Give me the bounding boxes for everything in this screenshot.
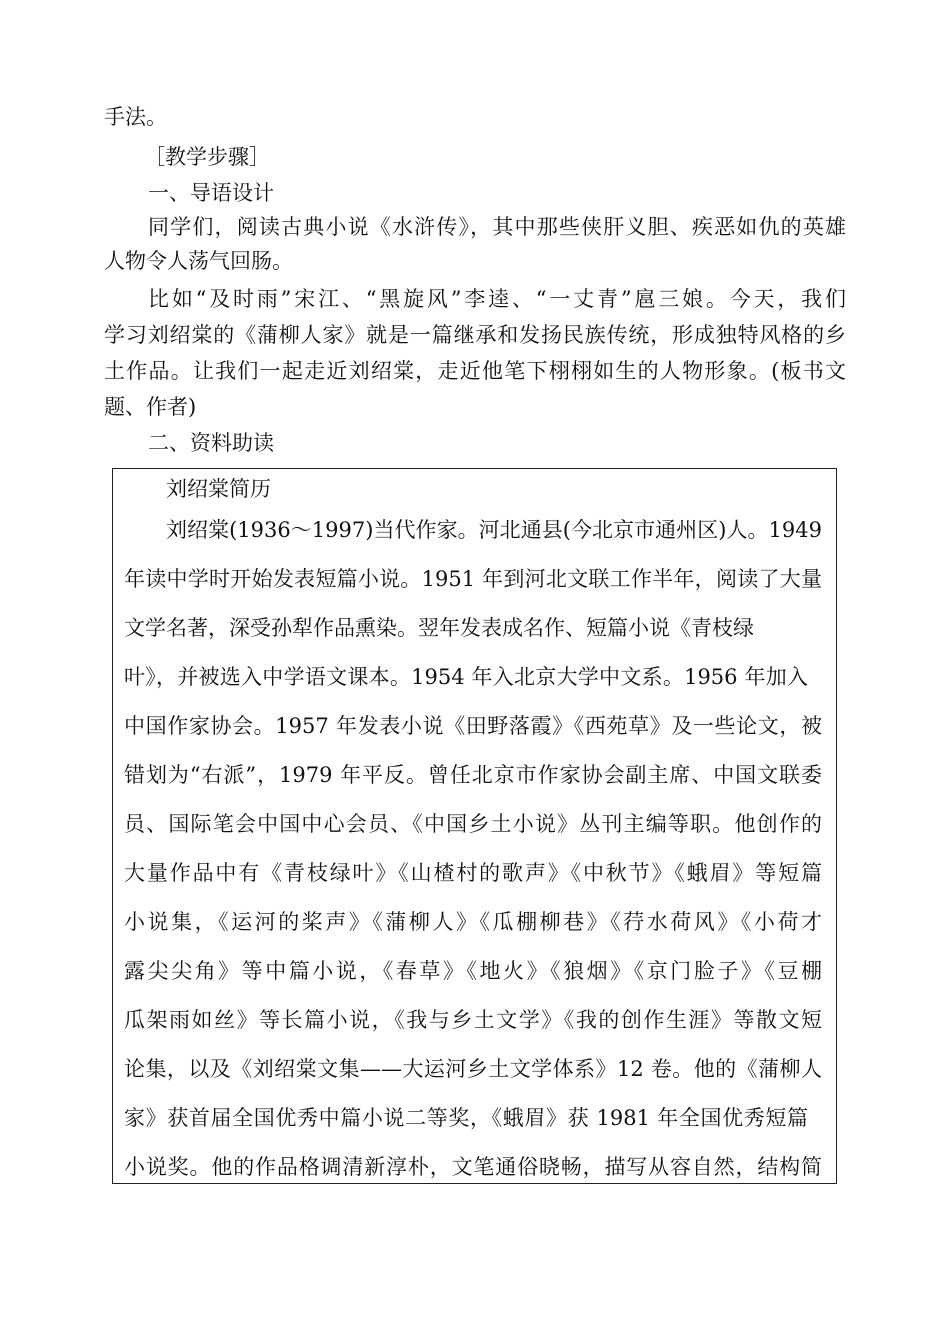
- biography-line: 中国作家协会。1957 年发表小说《田野落霞》《西苑草》及一些论文，被: [124, 714, 822, 738]
- biography-line: 大量作品中有《青枝绿叶》《山楂村的歌声》《中秋节》《蛾眉》等短篇: [124, 861, 822, 885]
- text-fragment: 手法。: [104, 105, 167, 129]
- paragraph-line: 人物令人荡气回肠。: [104, 249, 293, 273]
- biography-line: 文学名著，深受孙犁作品熏染。翌年发表成名作、短篇小说《青枝绿: [124, 616, 754, 640]
- paragraph-line: 同学们，阅读古典小说《水浒传》，其中那些侠肝义胆、疾恶如仇的英雄: [148, 215, 846, 239]
- biography-line: 年读中学时开始发表短篇小说。1951 年到河北文联工作半年，阅读了大量: [124, 567, 822, 591]
- steps-heading: ［教学步骤］: [144, 145, 270, 169]
- biography-line: 小说集，《运河的桨声》《蒲柳人》《瓜棚柳巷》《荇水荷风》《小荷才: [124, 910, 822, 934]
- biography-title: 刘绍棠简历: [166, 477, 271, 501]
- biography-line: 错划为“右派”，1979 年平反。曾任北京市作家协会副主席、中国文联委: [124, 763, 822, 787]
- biography-line: 家》获首届全国优秀中篇小说二等奖，《蛾眉》获 1981 年全国优秀短篇: [124, 1106, 808, 1130]
- section-one-heading: 一、导语设计: [148, 181, 274, 205]
- biography-line: 叶》，并被选入中学语文课本。1954 年入北京大学中文系。1956 年加入: [124, 665, 808, 689]
- paragraph-line: 比如“及时雨”宋江、“黑旋风”李逵、“一丈青”扈三娘。今天，我们: [148, 287, 846, 311]
- paragraph-line: 土作品。让我们一起走近刘绍棠，走近他笔下栩栩如生的人物形象。(板书文: [104, 359, 846, 383]
- biography-line: 小说奖。他的作品格调清新淳朴，文笔通俗晓畅，描写从容自然，结构简: [124, 1155, 822, 1179]
- paragraph-line: 学习刘绍棠的《蒲柳人家》就是一篇继承和发扬民族传统，形成独特风格的乡: [104, 323, 846, 347]
- biography-line: 刘绍棠(1936～1997)当代作家。河北通县(今北京市通州区)人。1949: [166, 518, 822, 542]
- biography-line: 露尖尖角》等中篇小说，《春草》《地火》《狼烟》《京门脸子》《豆棚: [124, 959, 822, 983]
- section-two-heading: 二、资料助读: [148, 431, 274, 455]
- biography-line: 论集，以及《刘绍棠文集——大运河乡土文学体系》12 卷。他的《蒲柳人: [124, 1057, 822, 1081]
- biography-line: 瓜架雨如丝》等长篇小说，《我与乡土文学》《我的创作生涯》等散文短: [124, 1008, 822, 1032]
- biography-line: 员、国际笔会中国中心会员、《中国乡土小说》丛刊主编等职。他创作的: [124, 812, 822, 836]
- paragraph-line: 题、作者): [104, 395, 197, 419]
